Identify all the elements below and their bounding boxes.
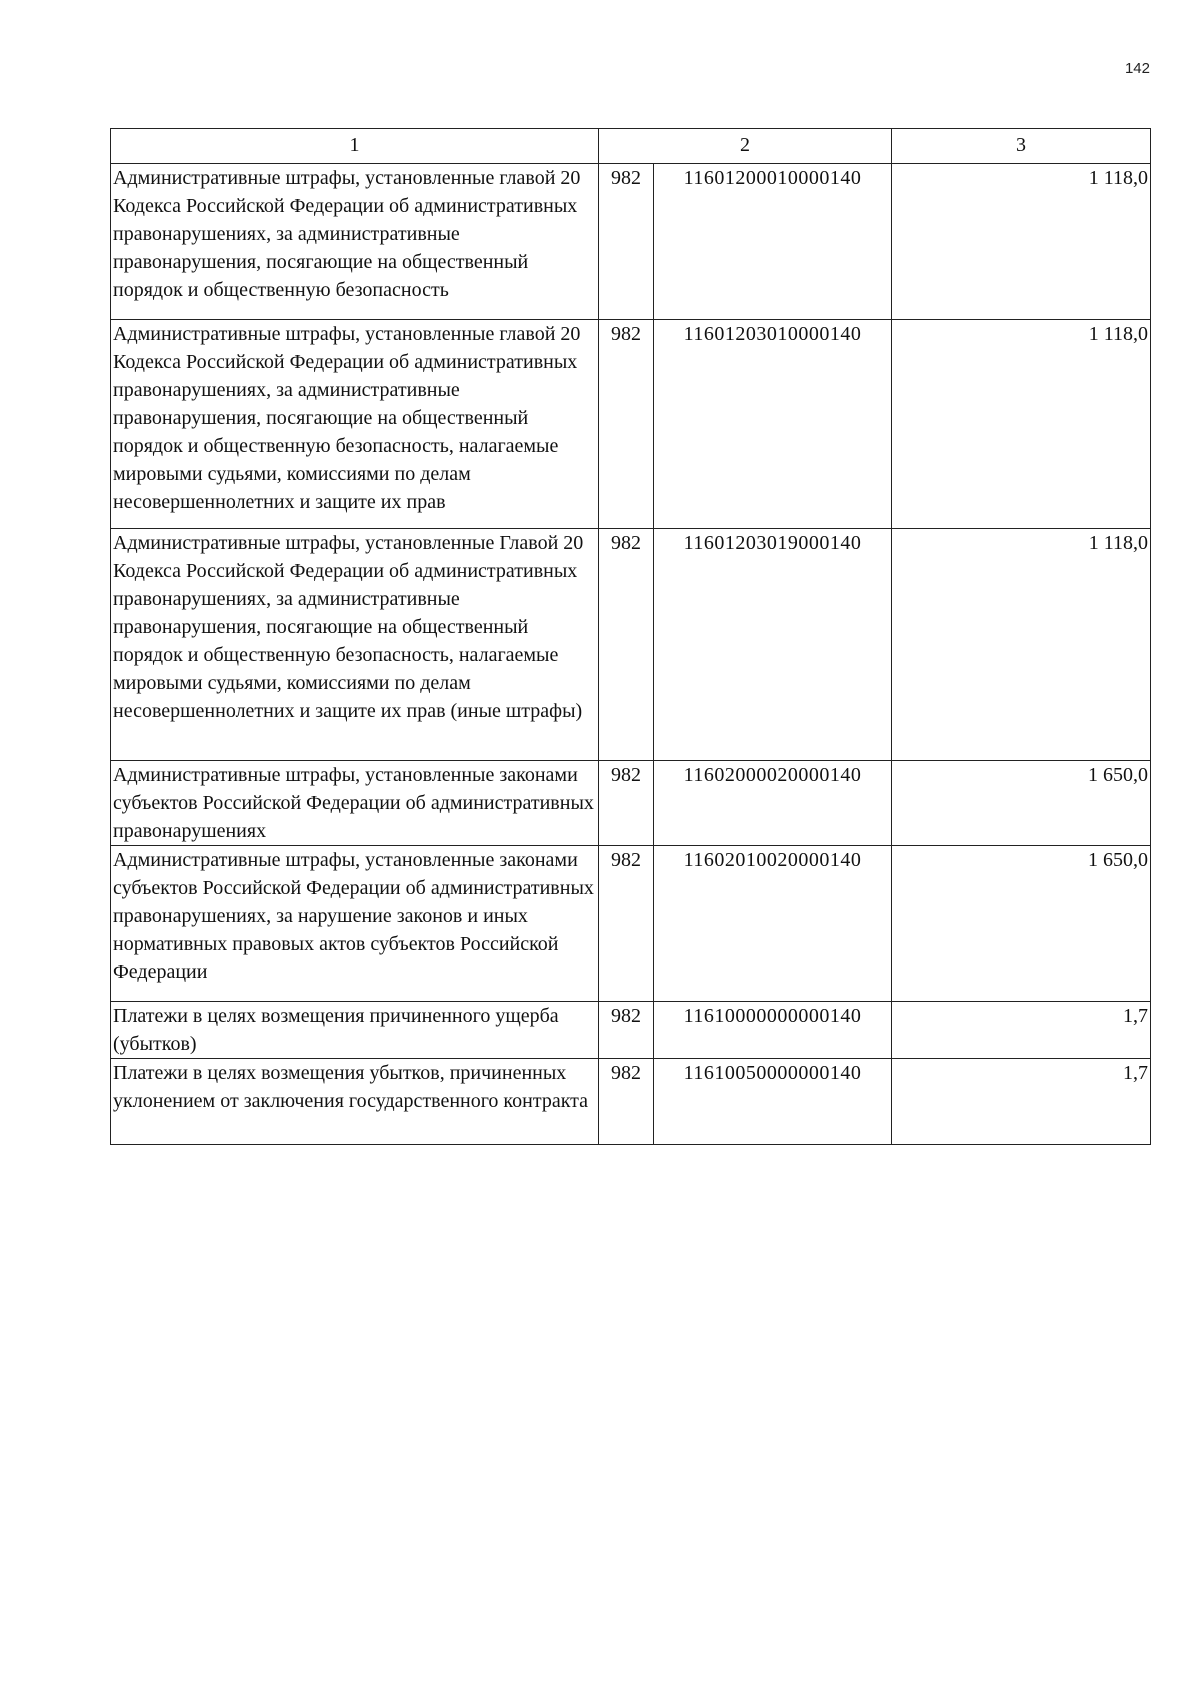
header-col-3: 3 bbox=[892, 129, 1151, 164]
row-amount: 1 118,0 bbox=[892, 164, 1151, 320]
table-row bbox=[111, 846, 1151, 1002]
row-admin-code: 982 bbox=[599, 1002, 654, 1059]
table-row bbox=[111, 1002, 1151, 1059]
row-amount: 1,7 bbox=[892, 1059, 1151, 1145]
table-row bbox=[111, 761, 1151, 846]
row-admin-code: 982 bbox=[599, 846, 654, 1002]
row-description: Платежи в целях возмещения убытков, причиненных уклонением от заключения государственного контракта bbox=[111, 1059, 599, 1145]
row-amount: 1 118,0 bbox=[892, 320, 1151, 529]
row-amount: 1 650,0 bbox=[892, 846, 1151, 1002]
row-admin-code: 982 bbox=[599, 1059, 654, 1145]
header-col-1: 1 bbox=[111, 129, 599, 164]
row-description: Платежи в целях возмещения причиненного ущерба (убытков) bbox=[111, 1002, 599, 1059]
row-kbk-code: 11602010020000140 bbox=[654, 846, 892, 1002]
row-kbk-code: 11601200010000140 bbox=[654, 164, 892, 320]
revenue-table bbox=[110, 128, 1151, 1145]
row-description: Административные штрафы, установленные главой 20 Кодекса Российской Федерации об административных правонарушениях, за административные правонарушения, посягающие на общественный порядок и общественную безопасность bbox=[111, 164, 599, 320]
row-kbk-code: 11610000000000140 bbox=[654, 1002, 892, 1059]
row-amount: 1,7 bbox=[892, 1002, 1151, 1059]
table-row bbox=[111, 164, 1151, 320]
table-row bbox=[111, 1059, 1151, 1145]
header-col-2: 2 bbox=[599, 129, 892, 164]
row-kbk-code: 11610050000000140 bbox=[654, 1059, 892, 1145]
table-row bbox=[111, 320, 1151, 529]
row-admin-code: 982 bbox=[599, 320, 654, 529]
row-description: Административные штрафы, установленные главой 20 Кодекса Российской Федерации об административных правонарушениях, за административные правонарушения, посягающие на общественный порядок и общественную безопасность, налагаемые мировыми судьями, комиссиями по делам несовершеннолетних и защите их прав bbox=[111, 320, 599, 529]
row-description: Административные штрафы, установленные Главой 20 Кодекса Российской Федерации об административных правонарушениях, за административные правонарушения, посягающие на общественный порядок и общественную безопасность, налагаемые мировыми судьями, комиссиями по делам несовершеннолетних и защите их прав (иные штрафы) bbox=[111, 529, 599, 761]
row-admin-code: 982 bbox=[599, 761, 654, 846]
row-description: Административные штрафы, установленные законами субъектов Российской Федерации об административных правонарушениях, за нарушение законов и иных нормативных правовых актов субъектов Российской Федерации bbox=[111, 846, 599, 1002]
row-admin-code: 982 bbox=[599, 529, 654, 761]
row-admin-code: 982 bbox=[599, 164, 654, 320]
row-kbk-code: 11601203010000140 bbox=[654, 320, 892, 529]
row-kbk-code: 11601203019000140 bbox=[654, 529, 892, 761]
row-amount: 1 118,0 bbox=[892, 529, 1151, 761]
page-number: 142 bbox=[1124, 60, 1150, 77]
row-description: Административные штрафы, установленные законами субъектов Российской Федерации об административных правонарушениях bbox=[111, 761, 599, 846]
row-kbk-code: 11602000020000140 bbox=[654, 761, 892, 846]
table-row bbox=[111, 529, 1151, 761]
table-header-row bbox=[111, 129, 1151, 164]
row-amount: 1 650,0 bbox=[892, 761, 1151, 846]
